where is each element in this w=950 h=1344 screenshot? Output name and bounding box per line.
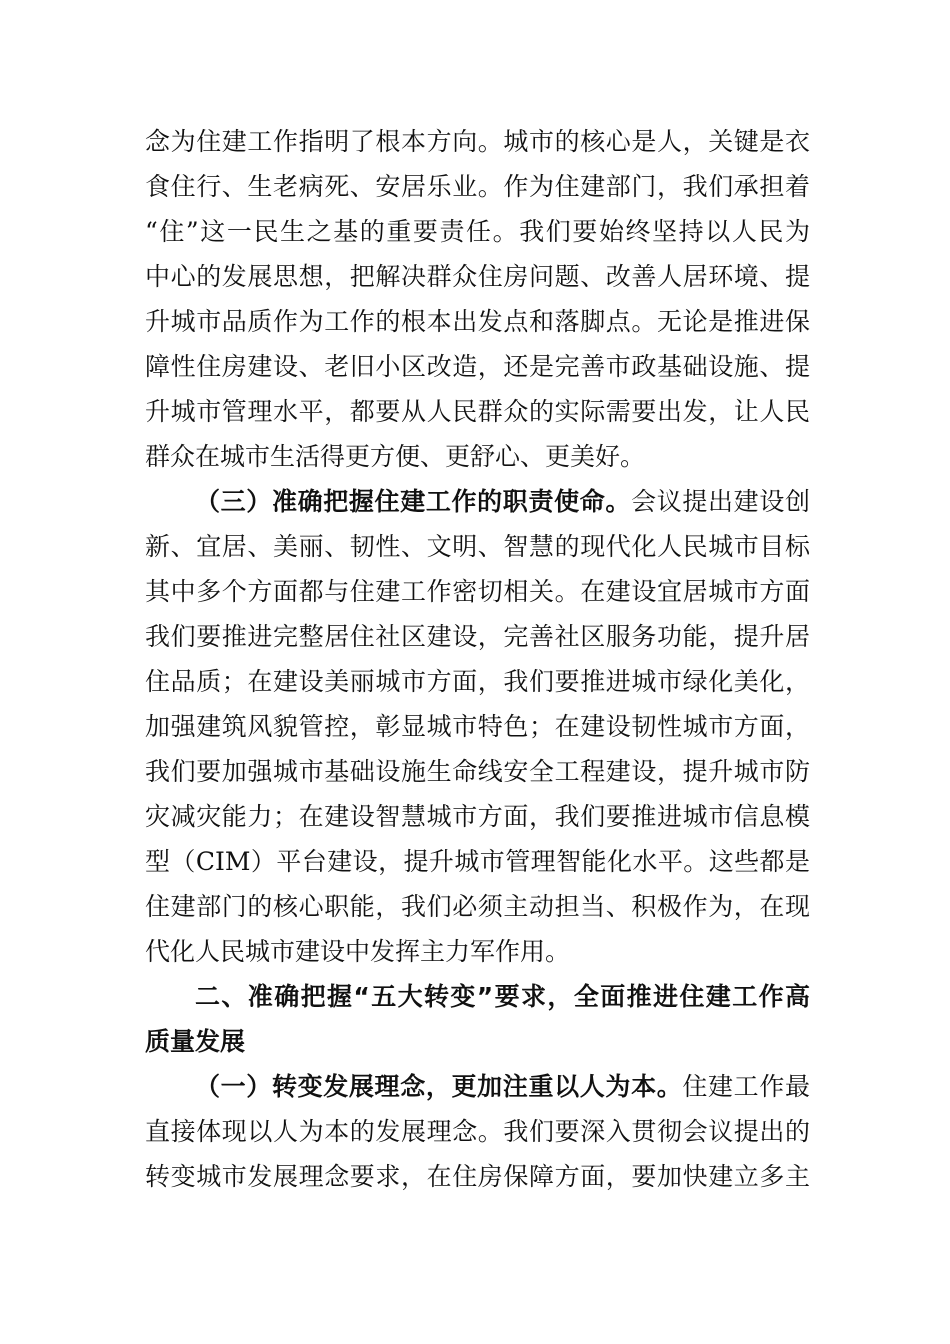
paragraph-line: 中心的发展思想，把解决群众住房问题、改善人居环境、提 <box>145 262 810 291</box>
paragraph-line: 升城市管理水平，都要从人民群众的实际需要出发，让人民 <box>145 397 810 426</box>
paragraph-line: 障性住房建设、老旧小区改造，还是完善市政基础设施、提 <box>145 352 810 381</box>
paragraph-line: 我们要推进完整居住社区建设，完善社区服务功能，提升居 <box>145 622 810 651</box>
paragraph-line: 住品质；在建设美丽城市方面，我们要推进城市绿化美化， <box>145 667 810 696</box>
paragraph-line: 住建部门的核心职能，我们必须主动担当、积极作为，在现 <box>145 892 810 921</box>
paragraph-line <box>195 485 810 519</box>
paragraph-line: 群众在城市生活得更方便、更舒心、更美好。 <box>145 442 646 471</box>
paragraph-line: 转变城市发展理念要求，在住房保障方面，要加快建立多主 <box>145 1162 810 1191</box>
paragraph-line: 新、宜居、美丽、韧性、文明、智慧的现代化人民城市目标 <box>145 532 810 561</box>
section-heading: 质量发展 <box>145 1027 246 1056</box>
paragraph-line: 灾减灾能力；在建设智慧城市方面，我们要推进城市信息模 <box>145 802 810 831</box>
paragraph-line: 我们要加强城市基础设施生命线安全工程建设，提升城市防 <box>145 757 810 786</box>
paragraph-line: 加强建筑风貌管控，彰显城市特色；在建设韧性城市方面， <box>145 712 810 741</box>
paragraph-line: “住”这一民生之基的重要责任。我们要始终坚持以人民为 <box>145 217 810 246</box>
section-text: 会议提出建设创 <box>631 487 810 516</box>
paragraph-line: 食住行、生老病死、安居乐业。作为住建部门，我们承担着 <box>145 172 810 201</box>
paragraph-line <box>195 1070 810 1104</box>
paragraph-line: 型（CIM）平台建设，提升城市管理智能化水平。这些都是 <box>145 847 810 876</box>
paragraph-line: 念为住建工作指明了根本方向。城市的核心是人，关键是衣 <box>145 127 810 156</box>
section-lead: （一）转变发展理念，更加注重以人为本。 <box>195 1072 683 1101</box>
paragraph-line: 代化人民城市建设中发挥主力军作用。 <box>145 937 571 966</box>
paragraph-line: 其中多个方面都与住建工作密切相关。在建设宜居城市方面 <box>145 577 810 606</box>
section-heading: 二、准确把握“五大转变”要求，全面推进住建工作高 <box>195 982 810 1011</box>
paragraph-line: 直接体现以人为本的发展理念。我们要深入贯彻会议提出的 <box>145 1117 810 1146</box>
section-text: 住建工作最 <box>682 1072 810 1101</box>
paragraph-line: 升城市品质作为工作的根本出发点和落脚点。无论是推进保 <box>145 307 810 336</box>
section-lead: （三）准确把握住建工作的职责使命。 <box>195 487 632 516</box>
